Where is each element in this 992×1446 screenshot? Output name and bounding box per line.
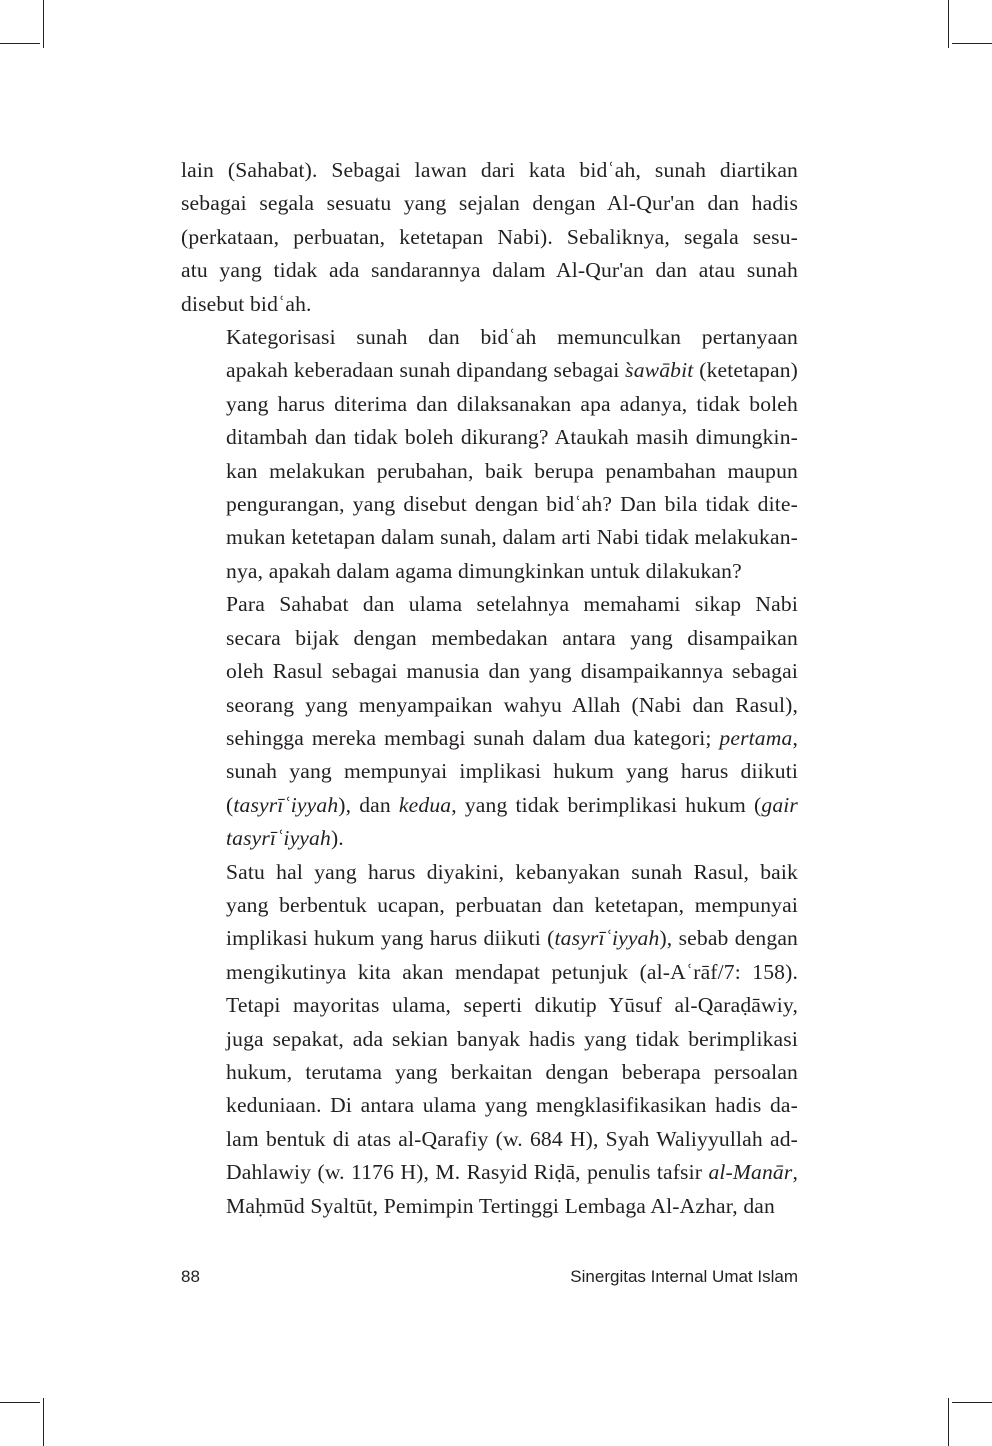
text-line: atu yang tidak ada sandarannya dalam Al-Qur'an dan atau sunah xyxy=(181,258,798,283)
text-line: (tasyrīʿiyyah), dan kedua, yang tidak berimplikasi hukum (gair xyxy=(226,792,798,817)
text-line: tasyrīʿiyyah). xyxy=(226,826,344,851)
text-line: keduniaan. Di antara ulama yang mengklasifikasikan hadis da- xyxy=(226,1093,798,1118)
text-line: Maḥmūd Syaltūt, Pemimpin Tertinggi Lembaga Al-Azhar, dan xyxy=(226,1193,775,1218)
text-line: Dahlawiy (w. 1176 H), M. Rasyid Riḍā, penulis tafsir al-Manār, xyxy=(226,1160,798,1185)
text-line: pengurangan, yang disebut dengan bidʿah? Dan bila tidak dite- xyxy=(226,492,798,517)
paragraph xyxy=(181,154,798,321)
text-line: Satu hal yang harus diyakini, kebanyakan sunah Rasul, baik xyxy=(226,859,798,884)
page-number: 88 xyxy=(181,1267,200,1286)
text-line: ditambah dan tidak boleh dikurang? Ataukah masih dimungkin- xyxy=(226,425,798,450)
text-line: sehingga mereka membagi sunah dalam dua kategori; pertama, xyxy=(226,725,798,750)
crop-mark-bottom-right-horizontal xyxy=(952,1402,992,1403)
text-line: nya, apakah dalam agama dimungkinkan untuk dilakukan? xyxy=(226,558,742,583)
text-line: lain (Sahabat). Sebagai lawan dari kata bidʿah, sunah diartikan xyxy=(181,158,798,182)
text-line: secara bijak dengan membedakan antara yang disampaikan xyxy=(226,625,798,650)
body-text xyxy=(181,154,798,1223)
crop-mark-top-left-horizontal xyxy=(0,43,40,44)
text-line: seorang yang menyampaikan wahyu Allah (Nabi dan Rasul), xyxy=(226,692,798,717)
crop-mark-top-right-vertical xyxy=(948,0,949,48)
text-line: Para Sahabat dan ulama setelahnya memahami sikap Nabi xyxy=(226,592,798,617)
running-title: Sinergitas Internal Umat Islam xyxy=(570,1267,798,1286)
text-line: sunah yang mempunyai implikasi hukum yang harus diikuti xyxy=(226,759,798,784)
crop-mark-bottom-left-vertical xyxy=(43,1398,44,1446)
page-footer xyxy=(181,1267,798,1287)
text-line: apakah keberadaan sunah dipandang sebagai s̀awābit (ketetapan) xyxy=(226,358,798,383)
crop-mark-bottom-left-horizontal xyxy=(0,1402,40,1403)
text-line: mukan ketetapan dalam sunah, dalam arti Nabi tidak melakukan- xyxy=(226,525,798,550)
crop-mark-top-left-vertical xyxy=(43,0,44,48)
text-line: hukum, terutama yang berkaitan dengan beberapa persoalan xyxy=(226,1059,798,1084)
text-line: lam bentuk di atas al-Qarafiy (w. 684 H), Syah Waliyyullah ad- xyxy=(226,1126,798,1151)
text-line: sebagai segala sesuatu yang sejalan dengan Al-Qur'an dan hadis xyxy=(181,191,798,216)
crop-mark-bottom-right-vertical xyxy=(948,1398,949,1446)
text-line: oleh Rasul sebagai manusia dan yang disampaikannya sebagai xyxy=(226,659,798,684)
text-line: yang berbentuk ucapan, perbuatan dan ketetapan, mempunyai xyxy=(226,892,798,917)
text-line: mengikutinya kita akan mendapat petunjuk (al-Aʿrāf/7: 158). xyxy=(226,959,798,984)
text-line: yang harus diterima dan dilaksanakan apa adanya, tidak boleh xyxy=(226,391,798,416)
text-line: kan melakukan perubahan, baik berupa penambahan maupun xyxy=(226,458,798,483)
text-line: (perkataan, perbuatan, ketetapan Nabi). Sebaliknya, segala sesu- xyxy=(181,224,798,249)
text-line: implikasi hukum yang harus diikuti (tasyrīʿiyyah), sebab dengan xyxy=(226,926,798,951)
paragraph xyxy=(181,856,798,1223)
text-line: disebut bidʿah. xyxy=(181,291,312,316)
paragraph xyxy=(181,588,798,855)
crop-mark-top-right-horizontal xyxy=(952,43,992,44)
text-line: Kategorisasi sunah dan bidʿah memunculkan pertanyaan xyxy=(226,325,798,350)
text-line: Tetapi mayoritas ulama, seperti dikutip Yūsuf al-Qaraḍāwiy, xyxy=(226,993,798,1018)
text-line: juga sepakat, ada sekian banyak hadis yang tidak berimplikasi xyxy=(226,1026,798,1051)
paragraph xyxy=(181,321,798,588)
